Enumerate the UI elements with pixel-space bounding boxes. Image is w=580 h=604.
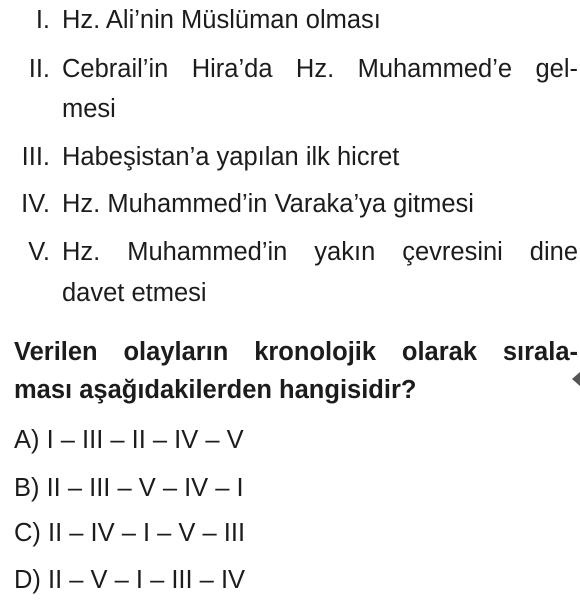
statement-numeral: II. bbox=[28, 55, 50, 83]
statement-numeral: III. bbox=[21, 143, 50, 171]
option-text: II – V – I – III – IV bbox=[48, 566, 246, 594]
statement-numeral: V. bbox=[28, 238, 50, 266]
statement-text-line1: Cebrail’in Hira’da Hz. Muhammed’e gel- bbox=[62, 55, 578, 83]
statement-text: Habeşistan’a yapılan ilk hicret bbox=[62, 143, 400, 171]
option-c[interactable] bbox=[14, 510, 245, 556]
question-text-line1: Verilen olayların kronolojik olarak sırala- bbox=[14, 338, 578, 366]
option-letter: D) bbox=[14, 566, 41, 594]
option-d[interactable] bbox=[14, 557, 245, 603]
statement-text-line2: davet etmesi bbox=[62, 279, 207, 307]
option-text: II – III – V – IV – I bbox=[46, 474, 244, 502]
statement-text: Hz. Muhammed’in Varaka’ya gitmesi bbox=[62, 190, 474, 218]
option-text: II – IV – I – V – III bbox=[48, 519, 246, 547]
question-text-line2: ması aşağıdakilerden hangisidir? bbox=[14, 376, 417, 404]
option-a[interactable] bbox=[14, 417, 244, 463]
option-letter: C) bbox=[14, 519, 41, 547]
statement-text-line1: Hz. Muhammed’in yakın çevresini dine bbox=[62, 238, 578, 266]
option-text: I – III – II – IV – V bbox=[46, 426, 244, 454]
statement-text-line2: mesi bbox=[62, 95, 116, 123]
statement-text: Hz. Ali’nin Müslüman olması bbox=[62, 6, 381, 34]
option-letter: A) bbox=[14, 426, 40, 454]
page-edge-arrow-icon bbox=[572, 372, 580, 386]
statement-numeral: I. bbox=[35, 6, 50, 34]
option-b[interactable] bbox=[14, 465, 244, 511]
statement-numeral: IV. bbox=[21, 190, 50, 218]
option-letter: B) bbox=[14, 474, 40, 502]
